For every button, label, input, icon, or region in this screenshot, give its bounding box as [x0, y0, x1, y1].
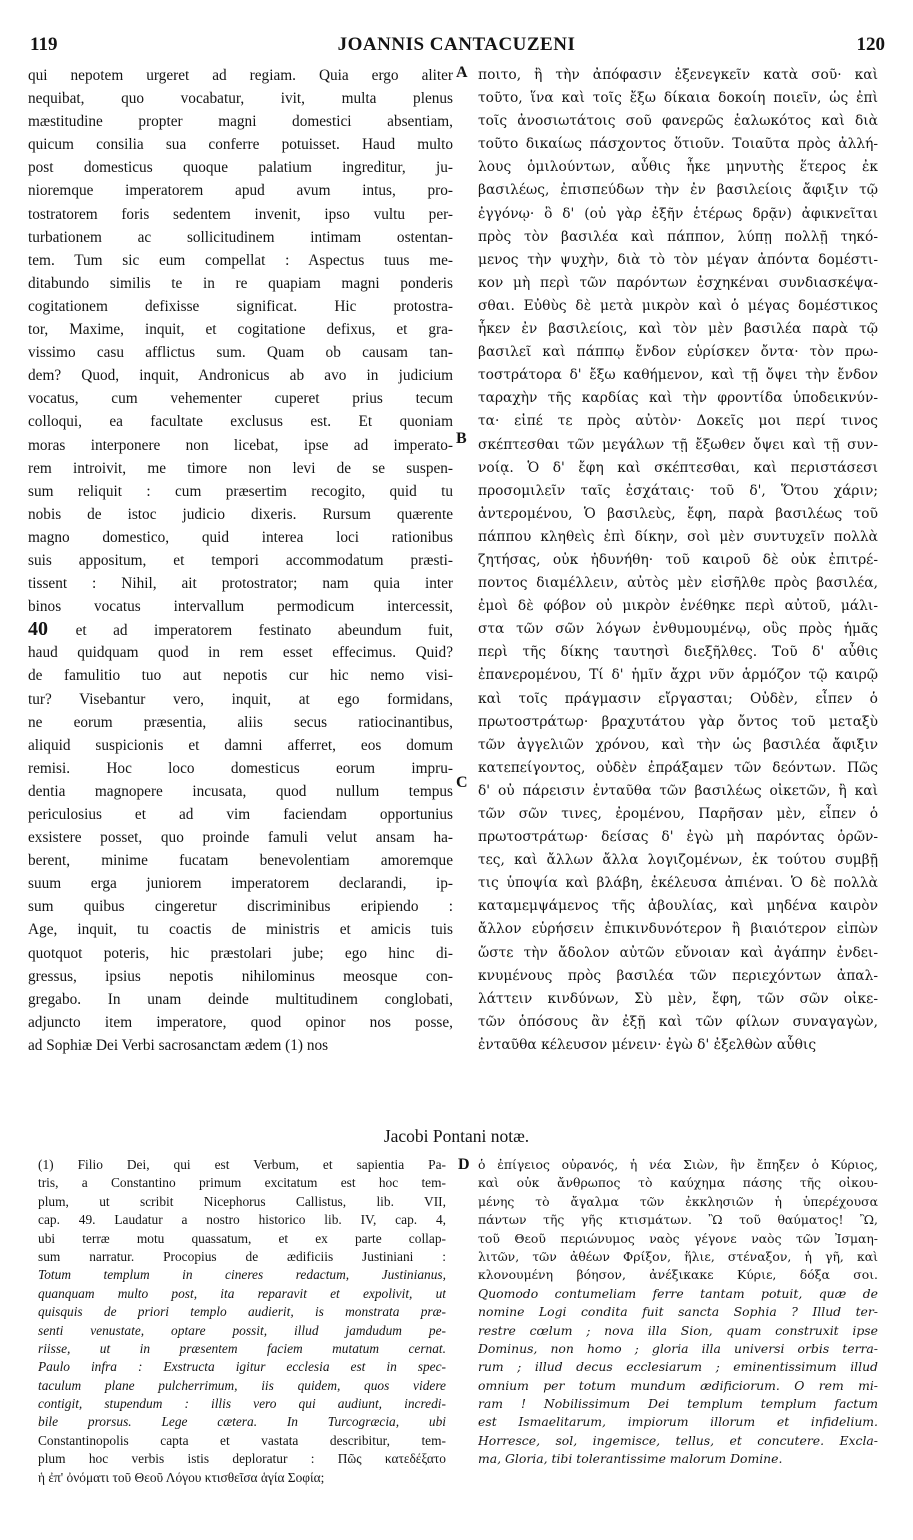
text-line: τις ὑποψία καὶ βλάβη, ἐκέλευσα ἀπιέναι. Ὁ δὲ πολλὰ — [478, 875, 878, 892]
text-line: sum quibus cingeretur discriminibus eripiendo : — [28, 898, 453, 916]
text-line: τες, καὶ ἄλλων ἄλλα λογιζομένων, ἐκ τούτου συμβῇ — [478, 852, 878, 869]
text-line: κνυμένους πρὸς βασιλέα τῶν περιεχόντων ἀπαλ- — [478, 967, 878, 984]
text-line: post domesticus quoque palatium ingreditur, ju- — [28, 159, 453, 177]
text-line: πρωτοστράτωρ· βραχυτάτου γὰρ ὄντος τοῦ μεταξὺ — [478, 713, 878, 730]
text-line: Dominus, non homo ; gloria illa universi orbis terra- — [478, 1340, 878, 1356]
text-line: berent, minime fucatam benevolentiam amoremque — [28, 852, 453, 870]
text-line: στα τῶν σῶν λόγων ἐνθυμουμένῳ, οὓς πρὸς ἡμᾶς — [478, 621, 878, 638]
text-line: tostratorem foris sedentem invenit, ipso vultu per- — [28, 205, 453, 223]
latin-text-column — [28, 64, 453, 1057]
text-line: gressus, ipsius nepotis nihilominus meosque con- — [28, 967, 453, 985]
text-line: κλονουμένη βόησον, ἀνέξικακε Κύριε, δόξα σοι. — [478, 1267, 878, 1283]
text-line: σθαι. Εὐθὺς δὲ μετὰ μικρὸν καὶ ὁ μέγας δομέστικος — [478, 297, 878, 314]
text-line: πάντων τῆς γῆς κτισμάτων. Ὢ τοῦ θαύματος! Ὢ, — [478, 1212, 878, 1228]
text-line: ποντος διαμέλλειν, αὐτὸς μὲν εἰσῆλθε πρὸς βασιλέα, — [478, 575, 878, 592]
text-line: πρὸς τὸν βασιλέα καὶ πάππον, λύπῃ πολλῇ τηκό- — [478, 228, 878, 245]
text-line: plum, ut scribit Nicephorus Callistus, lib. VII, — [38, 1193, 446, 1209]
text-line: ταραχὴν τῆς καρδίας καὶ τὴν φροντίδα ὑποδεικνύν- — [478, 390, 878, 407]
text-line: ἐμοὶ δὲ φόβον οὐ μικρὸν ἐνέθηκε περὶ αὐτοῦ, μάλι- — [478, 598, 878, 615]
text-line: tris, a Constantino primum excitatum est hoc tem- — [38, 1175, 446, 1191]
page-number-left: 119 — [30, 34, 58, 55]
marginal-number: 40 — [28, 618, 76, 641]
text-line: ἀντερομένου, Ὁ βασιλεὺς, ἔφη, παρὰ βασιλέως τοῦ — [478, 505, 878, 522]
text-line: vocatus, cum vehementer cuperet prius tecum — [28, 390, 453, 408]
text-line: Horresce, sol, ingemisce, tellus, et concutere. Excla- — [478, 1432, 878, 1448]
text-line: ram ! Nobilissimum Dei templum templum factum — [478, 1396, 878, 1412]
text-line: de famulitio tuo aut nepotis cur hic nemo visi- — [28, 667, 453, 685]
text-line: (1) Filio Dei, qui est Verbum, et sapientia Pa- — [38, 1157, 446, 1172]
text-line: ubi terræ motu quassatum, et ex parte collap- — [38, 1230, 446, 1246]
text-line: colloqui, ea facultate exclusus est. Et quoniam — [28, 413, 453, 431]
text-line: ἡ ἐπ' ὀνόματι τοῦ Θεοῦ Λόγου κτισθεῖσα ἁγία Σοφία; — [38, 1469, 325, 1485]
text-line: τοστράτορα δ' ἔξω καθήμενον, καὶ τῇ ὄψει τὴν ἔνδον — [478, 367, 878, 384]
text-line-content: et ad imperatorem festinato abeundum fuit, — [75, 622, 453, 640]
text-line: τοῦ Θεοῦ περιώνυμος ναὸς γέγονε ναὸς τῶν Ἰσμαη- — [478, 1230, 878, 1246]
text-line: est Ismaelitarum, impiorum illorum et infidelium. — [478, 1414, 878, 1430]
running-title: JOANNIS CANTACUZENI — [337, 34, 576, 55]
text-line: exsistere posset, quo proinde famuli velut ansam ha- — [28, 829, 453, 847]
text-line: ζητήσας, οὐκ ἠδυνήθη· τοῦ καιροῦ δὲ οὐκ ἐπιτρέ- — [478, 551, 878, 568]
text-line: nomine Logi condita fuit sancta Sophia ? Illud ter- — [478, 1304, 878, 1320]
text-line: qui nepotem urgeret ad regiam. Quia ergo aliter — [28, 67, 453, 84]
text-line: πάππου κληθεὶς ἐπὶ δίκην, σοὶ μὲν συντυχεῖν πολλὰ — [478, 528, 878, 545]
text-line: ἐνταῦθα κέλευσον μένειν· ἐγὼ δ' ἐξελθὼν αὖθις — [478, 1036, 817, 1053]
text-line: moras interponere non licebat, ipse ad imperato- — [28, 436, 453, 454]
text-line: periculosius et ad vim faciendam opportunius — [28, 806, 453, 823]
text-line: νοίᾳ. Ὁ δ' ἔφη καὶ σκέπτεσθαι, καὶ περιστάσεσι — [478, 459, 878, 476]
text-line: rem introivit, me timore non levi de se suspen- — [28, 459, 453, 477]
text-line: τοῦτο, ἵνα καὶ τοῖς ἔξω δίκαια δοκοίη ποιεῖν, ὡς ἐπὶ — [478, 90, 878, 107]
text-line: ad Sophiæ Dei Verbi sacrosanctam ædem (1) nos — [28, 1036, 329, 1054]
text-line: bile prorsus. Lege cætera. In Turcogræcia, ubi — [38, 1414, 446, 1430]
margin-letter-b: B — [456, 430, 467, 447]
text-line: sum narratur. Procopius de ædificiis Justiniani : — [38, 1248, 446, 1264]
text-line: προσομιλεῖν ταῖς ἐσχάταις· τοῦ δ', Ὅτου χάριν; — [478, 482, 878, 499]
text-line: Constantinopolis capta et vastata describitur, tem- — [38, 1432, 446, 1448]
text-line: λους ὁμιλούντων, αὖθις ἧκε μηνυτὴς ἕτερος ἐκ — [478, 159, 878, 176]
text-line: τοῦτο δικαίως πάσχοντος ὅτιοῦν. Τοιαῦτα πρὸς ἀλλή- — [478, 136, 878, 153]
text-line: ἐγγόνῳ· ὃ δ' (οὐ γὰρ ἐξῆν ἑτέρως δρᾷν) ἀφικνεῖται — [478, 205, 878, 222]
text-line: quisquis de priori templo audierit, is monstrata præ- — [38, 1304, 446, 1320]
greek-text-column — [478, 64, 878, 1057]
margin-letter-d: D — [458, 1156, 470, 1173]
text-line: senti venustate, optare possit, illud jamdudum pe- — [38, 1322, 446, 1338]
text-line: haud quidquam quod in rem esset effecimus. Quid? — [28, 644, 453, 662]
text-line: Age, inquit, tu coactis de ministris et amicis tuis — [28, 921, 453, 939]
text-line: κατεπείγοντος, οὐδὲν ἐπράξαμεν τῶν δεόντων. Πῶς — [478, 759, 878, 776]
text-line: mæstitudine propter magni domestici absentiam, — [28, 113, 453, 131]
text-line: riisse, ut in præsentem faciem mutatum cernat. — [38, 1340, 446, 1356]
text-line — [28, 618, 453, 641]
text-line: tissent : Nihil, ait protostrator; nam quia inter — [28, 575, 453, 593]
text-line: tor, Maxime, inquit, et cogitatione defixus, et gra- — [28, 321, 453, 339]
text-line: adjuncto item imperatore, quod opinor nos posse, — [28, 1013, 453, 1031]
text-line: τοῖς ἀνοσιωτάτοις σοῦ φανερῶς ἑαλωκότος καὶ διὰ — [478, 113, 878, 130]
text-line: μένης τὸ ἄγαλμα τῶν ἐκκλησιῶν ἡ ὑπερέχουσα — [478, 1193, 878, 1209]
text-line: ἐπανερομένου, Τί δ' ἡμῖν ἄχρι νῦν ἁρμόζον τῷ καιρῷ — [478, 667, 878, 684]
text-line: omnium per totum mundum ædificiorum. O rem mi- — [478, 1377, 878, 1393]
margin-letter-c: C — [456, 774, 468, 791]
text-line: tur? Visebantur vero, inquit, at ego formidans, — [28, 690, 453, 708]
text-line: δ' οὐ πάρεισιν ἐνταῦθα τῶν βασιλέως οἰκετῶν, ἢ καὶ — [478, 782, 878, 799]
text-line: περὶ τῆς δίκης ταυτησὶ διεξῆλθες. Τοῦ δ' αὖθις — [478, 644, 878, 661]
text-line: ἧκεν ἐν βασιλείοις, καὶ τὸν μὲν βασιλέα παρὰ τῷ — [478, 321, 878, 338]
text-line: καταμεμψάμενος τῆς ἀβουλίας, καὶ μηδένα καιρὸν — [478, 898, 878, 915]
text-line: βασιλέως, ἐπισπεύδων τὴν ἐν βασιλείοις ἄφιξιν τῷ — [478, 182, 878, 199]
text-line: quotquot poteris, hic præstolari jube; ego hinc di- — [28, 944, 453, 962]
text-line: gregabo. In unam deinde multitudinem conglobati, — [28, 990, 453, 1008]
text-line: τῶν ὁπόσους ἂν ἐξῇ καὶ τῶν φίλων συναγαγὼν, — [478, 1013, 878, 1030]
text-line: remisi. Hoc loco domesticus eorum impru- — [28, 759, 453, 777]
text-line: turbationem ac sollicitudinem intimam ostentan- — [28, 228, 453, 246]
text-line: dentia magnopere incusata, quod nullum tempus — [28, 782, 453, 800]
text-line: μενος τὴν ψυχὴν, διὰ τὸ τὸν μέγαν ἀπόντα δομέστι- — [478, 251, 878, 268]
text-line: τῶν σῶν τινες, ἐρομένου, Παρῆσαν μὲν, εἶπεν ὁ — [478, 806, 878, 822]
text-line: ὥστε τὴν ἄδολον αὐτῶν εὔνοιαν καὶ ἀγάπην ἐνδει- — [478, 944, 878, 961]
notes-left-column — [38, 1156, 446, 1487]
text-line: cap. 49. Laudatur a nostro historico lib. IV, cap. 4, — [38, 1212, 446, 1228]
text-line: τα· εἰπέ τε πρὸς αὐτὸν· Δοκεῖς μοι περί τινος — [478, 413, 878, 430]
text-line: suum erga juniorem imperatorem declarandi, ip- — [28, 875, 453, 893]
text-line: binos vocatus intervallum permodicum intercessit, — [28, 598, 453, 616]
text-line: Totum templum in cineres redactum, Justinianus, — [38, 1267, 446, 1283]
text-line: ma, Gloria, tibi tolerantissime malorum Domine. — [478, 1451, 783, 1467]
text-line: suis appositum, et tempori accommodatum præsti- — [28, 551, 453, 569]
text-line: dem? Quod, inquit, Andronicus ab avo in judicium — [28, 367, 453, 385]
text-line: quicum consilia sua conferre potuisset. Haud multo — [28, 136, 453, 154]
text-line: nobis de istoc judicio dixeris. Rursum quærente — [28, 505, 453, 523]
text-line: nioremque imperatorem apud avum intus, pro- — [28, 182, 453, 200]
notes-heading: Jacobi Pontani notæ. — [383, 1126, 530, 1146]
text-line: ne eorum præsentia, aliis secus ratiocinantibus, — [28, 713, 453, 731]
text-line: rum ; illud decus ecclesiarum ; eminentissimum illud — [478, 1359, 878, 1375]
notes-right-column — [478, 1156, 878, 1469]
text-line: contigit, stupendum : illis vero qui audiunt, incredi- — [38, 1396, 446, 1412]
text-line: ditabundo similis te in re quapiam magni ponderis — [28, 274, 453, 292]
text-line: λιτῶν, τῶν ἀθέων Φρίξον, ἥλιε, στέναξον, ἡ γῆ, καὶ — [478, 1248, 878, 1264]
text-line: ποιτο, ἢ τὴν ἀπόφασιν ἐξενεγκεῖν κατὰ σοῦ· καὶ — [478, 67, 878, 83]
text-line: πρωτοστράτωρ· δείσας δ' ἐγὼ μὴ παρόντας ὁρῶν- — [478, 829, 878, 846]
text-line: aliquid suspicionis et damni afferret, eos domum — [28, 736, 453, 754]
text-line: βασιλεῖ καὶ πάππῳ ἔνδον εὑρίσκεν ὄντα· τὸν πρω- — [478, 344, 878, 361]
text-line: plum hoc verbis istis deploratur : Πῶς κατεδέξατο — [38, 1451, 446, 1467]
text-line: taculum plane pulcherrimum, iis quidem, quos videre — [38, 1377, 446, 1393]
page-number-right: 120 — [856, 34, 885, 55]
text-line: καὶ τοῖς πράγμασιν εἴργασται; Οὐδὲν, εἶπεν ὁ — [478, 690, 878, 707]
text-line: λάττειν κινδύνων, Σὺ μὲν, ἔφη, τῶν σῶν οἰκε- — [478, 990, 878, 1007]
text-line: cogitationem defixisse significat. Hic protostra- — [28, 297, 453, 315]
text-line: κον μὴ περὶ τῶν παρόντων ἐσχηκέναι συνδιασκέψα- — [478, 274, 878, 291]
text-line: Paulo infra : Exstructa igitur ecclesia est in spec- — [38, 1359, 446, 1375]
text-line: nequibat, quo vocabatur, ivit, multa plenus — [28, 90, 453, 108]
text-line: restre cœlum ; nova illa Sion, quam construxit ipse — [478, 1322, 878, 1338]
text-line: σκέπτεσθαι τῶν μεγάλων τῇ ἔξωθεν ὄψει καὶ τῇ συν- — [478, 436, 878, 453]
text-line: τῶν ἀγγελιῶν χρόνου, καὶ τὴν ὡς βασιλέα ἄφιξιν — [478, 736, 878, 753]
text-line: Quomodo contumeliam ferre tantam potuit, quæ de — [478, 1285, 878, 1301]
text-line: vissimo casu afflictus sum. Quam ob causam tan- — [28, 344, 453, 362]
text-line: ὁ ἐπίγειος οὐρανός, ἡ νέα Σιὼν, ἣν ἔπηξεν ὁ Κύριος, — [478, 1157, 878, 1172]
text-line: ἄλλον εὑρήσειν ἐπικινδυνότερον ἢ βιαιότερον εἰπὼν — [478, 921, 878, 938]
text-line: magno domestico, quid interea loci rationibus — [28, 528, 453, 546]
text-line: καὶ οὐκ ἄνθρωπος τὸ καύχημα πάσης τῆς οἰκου- — [478, 1175, 878, 1191]
text-line: sum reliquit : cum præsertim recogito, quid tu — [28, 482, 453, 500]
margin-letter-a: A — [456, 64, 468, 81]
text-line: quanquam multo post, ita reparavit et expolivit, ut — [38, 1285, 446, 1301]
text-line: tem. Tum sic eum compellat : Aspectus tuus me- — [28, 251, 453, 269]
